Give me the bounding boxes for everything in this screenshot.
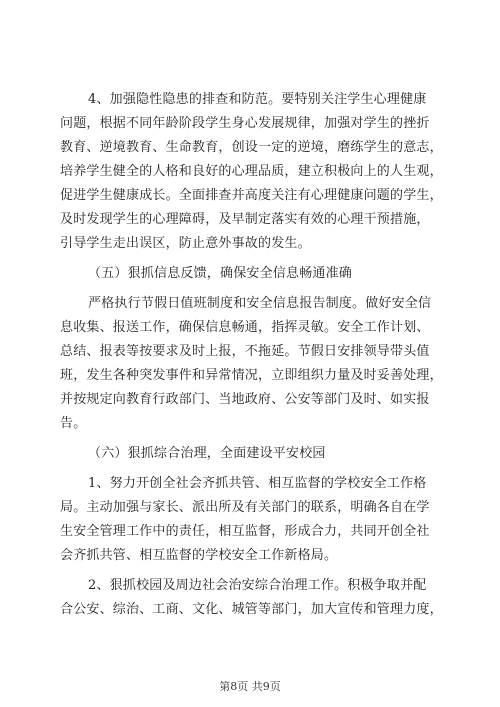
paragraph-line: 教育、逆境教育、生命教育，创设一定的逆境，磨练学生的意志，: [60, 140, 443, 155]
paragraph-info-report: [60, 292, 460, 436]
paragraph-line: 问题，根据不同年龄阶段学生身心发展规律，加强对学生的挫折: [60, 116, 430, 131]
paragraph-line: 合公安、综治、工商、文化、城管等部门，加大宣传和管理力度，: [60, 602, 443, 617]
paragraph-line: 引导学生走出误区，防止意外事故的发生。: [60, 236, 311, 251]
paragraph-line: 总结、报表等按要求及时上报，不拖延。节假日安排领导带头值: [60, 344, 430, 359]
paragraph-line: 2、狠抓校园及周边社会治安综合治理工作。积极争取并配: [88, 578, 427, 593]
section-heading-5: （五）狠抓信息反馈，确保安全信息畅通准确: [88, 266, 353, 281]
paragraph-line: 息收集、报送工作，确保信息畅通，指挥灵敏。安全工作计划、: [60, 320, 430, 335]
paragraph-line: 及时发现学生的心理障碍，及早制定落实有效的心理干预措施，: [60, 212, 430, 227]
paragraph-line: 并按规定向教育行政部门、当地政府、公安等部门及时、如实报: [60, 392, 430, 407]
paragraph-line: 生安全管理工作中的责任，相互监督，形成合力，共同开创全社: [60, 524, 430, 539]
paragraph-joint-management: [60, 472, 460, 568]
paragraph-line: 严格执行节假日值班制度和安全信息报告制度。做好安全信: [88, 296, 432, 311]
section-heading-6: （六）狠抓综合治理，全面建设平安校园: [88, 446, 326, 461]
paragraph-line: 促进学生健康成长。全面排查并高度关注有心理健康问题的学生，: [60, 188, 443, 203]
paragraph-line: 班，发生各种突发事件和异常情况，立即组织力量及时妥善处理，: [60, 368, 443, 383]
paragraph-line: 局。主动加强与家长、派出所及有关部门的联系，明确各自在学: [60, 500, 430, 515]
paragraph-psychological-risk: [60, 88, 460, 256]
paragraph-line: 会齐抓共管、相互监督的学校安全工作新格局。: [60, 548, 338, 563]
paragraph-line: 1、努力开创全社会齐抓共管、相互监督的学校安全工作格: [88, 476, 427, 491]
paragraph-line: 告。: [60, 416, 87, 431]
document-body: [60, 88, 460, 622]
paragraph-line: 培养学生健全的人格和良好的心理品质，建立积极向上的人生观，: [60, 164, 443, 179]
paragraph-campus-security: [60, 574, 460, 622]
page-number-footer: 第8页 共9页: [219, 680, 281, 693]
paragraph-line: 4、加强隐性隐患的排查和防范。要特别关注学生心理健康: [88, 92, 427, 107]
